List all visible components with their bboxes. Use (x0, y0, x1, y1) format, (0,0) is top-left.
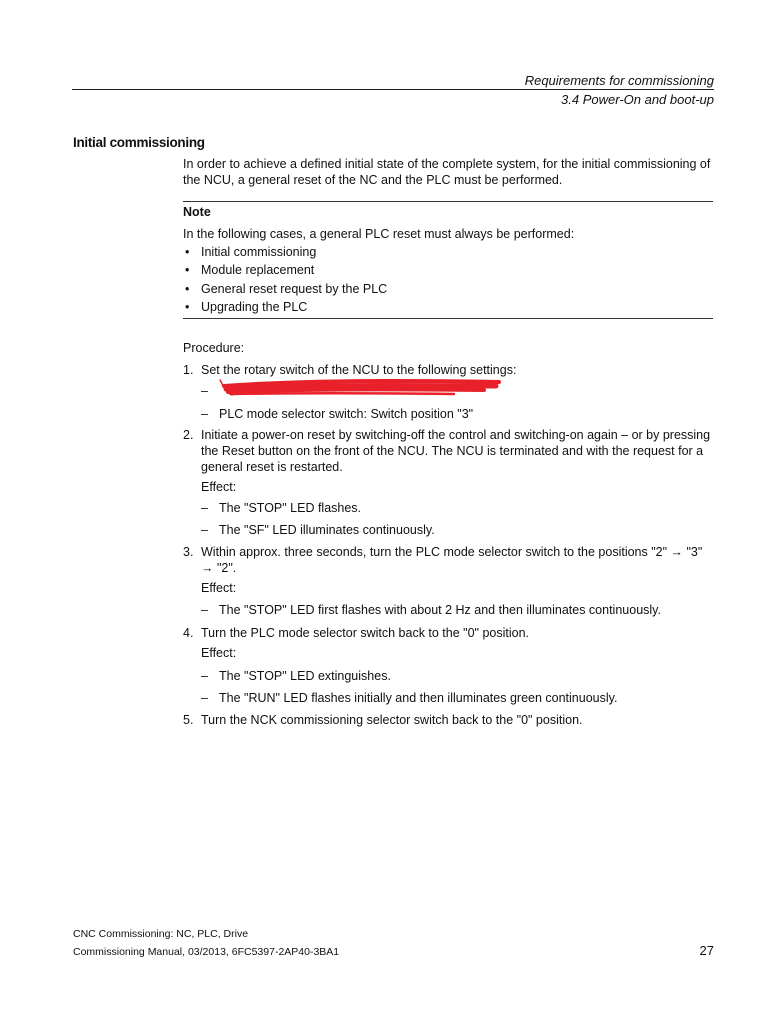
footer-manual-title: CNC Commissioning: NC, PLC, Drive (73, 928, 249, 940)
step-number: 5. (183, 713, 194, 727)
note-list-item: • General reset request by the PLC (185, 281, 388, 296)
note-title: Note (183, 205, 211, 219)
dash: – (201, 407, 208, 421)
step-text: Turn the NCK commissioning selector switch back to the "0" position. (201, 713, 583, 727)
procedure-label: Procedure: (183, 341, 245, 355)
page-number: 27 (699, 943, 714, 958)
step-number: 4. (183, 626, 194, 640)
dash: – (201, 384, 208, 398)
effect-label: Effect: (201, 480, 237, 494)
dash: – (201, 669, 208, 683)
running-header-chapter: Requirements for commissioning (524, 73, 714, 88)
step-number: 1. (183, 363, 194, 377)
dash: – (201, 501, 208, 515)
note-list-item: • Upgrading the PLC (185, 299, 308, 314)
header-rule (72, 89, 714, 90)
note-intro: In the following cases, a general PLC reset must always be performed: (183, 227, 575, 241)
dash: – (201, 523, 208, 537)
effect-label: Effect: (201, 646, 237, 660)
effect-label: Effect: (201, 581, 237, 595)
note-rule-top (183, 201, 713, 202)
step-text: Turn the PLC mode selector switch back to the "0" position. (201, 626, 530, 640)
dash: – (201, 691, 208, 705)
bullet-icon: • (185, 263, 190, 278)
bullet-icon: • (185, 245, 190, 259)
bullet-icon: • (185, 299, 190, 314)
procedure-step-3 (183, 544, 713, 576)
dash: – (201, 603, 208, 617)
procedure-step-5 (183, 712, 713, 728)
note-list-item: • Module replacement (185, 263, 315, 278)
step-number: 3. (183, 545, 194, 559)
running-header-section: 3.4 Power-On and boot-up (561, 92, 714, 107)
procedure-step-2 (183, 427, 713, 475)
procedure-step-1 (183, 362, 713, 378)
step-text: Initiate a power-on reset by switching-off the control and switching-on again – or by pressing the Reset button on the front of the NCU. The NCU is terminated and with the request for a general reset is restarted. (201, 428, 711, 474)
sub-item-text: The "STOP" LED flashes. (219, 501, 362, 515)
note-list-item: • Initial commissioning (185, 245, 317, 259)
step-text: Within approx. three seconds, turn the PLC mode selector switch to the positions "2" → "3" → "2". (201, 545, 703, 575)
step-number: 2. (183, 428, 194, 442)
sub-item-text: The "STOP" LED first flashes with about 2 Hz and then illuminates continuously. (219, 603, 661, 617)
note-list (183, 245, 387, 318)
step-text: Set the rotary switch of the NCU to the following settings: (201, 363, 517, 377)
procedure-step-4 (183, 625, 713, 641)
note-rule-bottom (183, 318, 713, 319)
footer-manual-edition: Commissioning Manual, 03/2013, 6FC5397-2AP40-3BA1 (73, 946, 340, 958)
sub-item-text: The "STOP" LED extinguishes. (219, 669, 391, 683)
redaction-scribble-icon (214, 377, 504, 399)
intro-paragraph: In order to achieve a defined initial state of the complete system, for the initial commissioning of the NCU, a general reset of the NC and the PLC must be performed. (183, 157, 711, 187)
sub-item-text: The "RUN" LED flashes initially and then illuminates green continuously. (219, 691, 618, 705)
sub-item-text: PLC mode selector switch: Switch position "3" (219, 407, 474, 421)
bullet-icon: • (185, 281, 190, 296)
section-title: Initial commissioning (73, 135, 205, 150)
sub-item-text: The "SF" LED illuminates continuously. (219, 523, 435, 537)
